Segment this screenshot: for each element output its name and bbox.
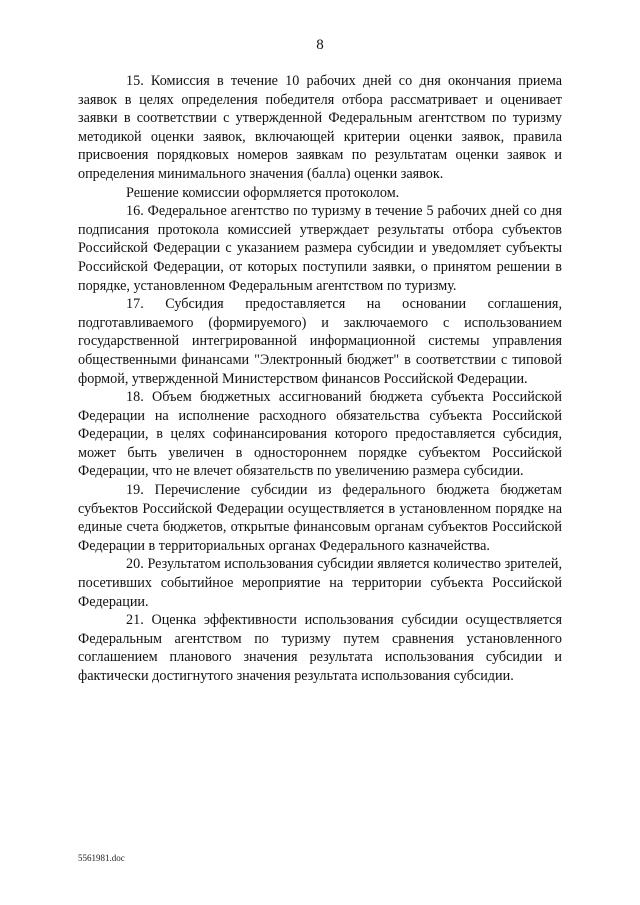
- paragraph-16: 16. Федеральное агентство по туризму в течение 5 рабочих дней со дня подписания протокола комиссией утверждает результаты отбора субъектов Российской Федерации с указанием размера субсидии и уведомляет субъекты Российской Федерации, от которых поступили заявки, о принятом решении в порядке, установленном Федеральным агентством по туризму.: [78, 203, 562, 294]
- paragraph-15: 15. Комиссия в течение 10 рабочих дней со дня окончания приема заявок в целях определения победителя отбора рассматривает и оценивает заявки в соответствии с утвержденной Федеральным агентством по туризму методикой оценки заявок, включающей критерии оценки заявок, правила присвоения порядковых номеров заявкам по результатам оценки заявок и определения минимального значения (балла) оценки заявок.: [78, 73, 562, 182]
- paragraph-19: 19. Перечисление субсидии из федерального бюджета бюджетам субъектов Российской Федерации осуществляется в установленном порядке на единые счета бюджетов, открытые финансовым органам субъектов Российской Федерации в территориальных органах Федерального казначейства.: [78, 482, 562, 554]
- paragraph-17: 17. Субсидия предоставляется на основании соглашения, подготавливаемого (формируемого) и заключаемого с использованием государственной интегрированной информационной системы управления общественными финансами "Электронный бюджет" в соответствии с типовой формой, утвержденной Министерством финансов Российской Федерации.: [78, 296, 562, 387]
- paragraph-21: 21. Оценка эффективности использования субсидии осуществляется Федеральным агентством по туризму путем сравнения установленного соглашением планового значения результата использования субсидии и фактически достигнутого значения результата использования субсидии.: [78, 612, 562, 684]
- paragraph-18: 18. Объем бюджетных ассигнований бюджета субъекта Российской Федерации на исполнение расходного обязательства субъекта Российской Федерации, в целях софинансирования которого предоставляется субсидия, может быть увеличен в одностороннем порядке субъектом Российской Федерации, что не влечет обязательств по увеличению размера субсидии.: [78, 389, 562, 480]
- page-number: 8: [316, 37, 324, 53]
- paragraph-20: 20. Результатом использования субсидии является количество зрителей, посетивших событийное мероприятие на территории субъекта Российской Федерации.: [78, 556, 562, 610]
- paragraph-commission-decision: Решение комиссии оформляется протоколом.: [126, 184, 400, 201]
- footer-file-name: 5561981.doc: [78, 853, 125, 863]
- document-body: [78, 72, 562, 686]
